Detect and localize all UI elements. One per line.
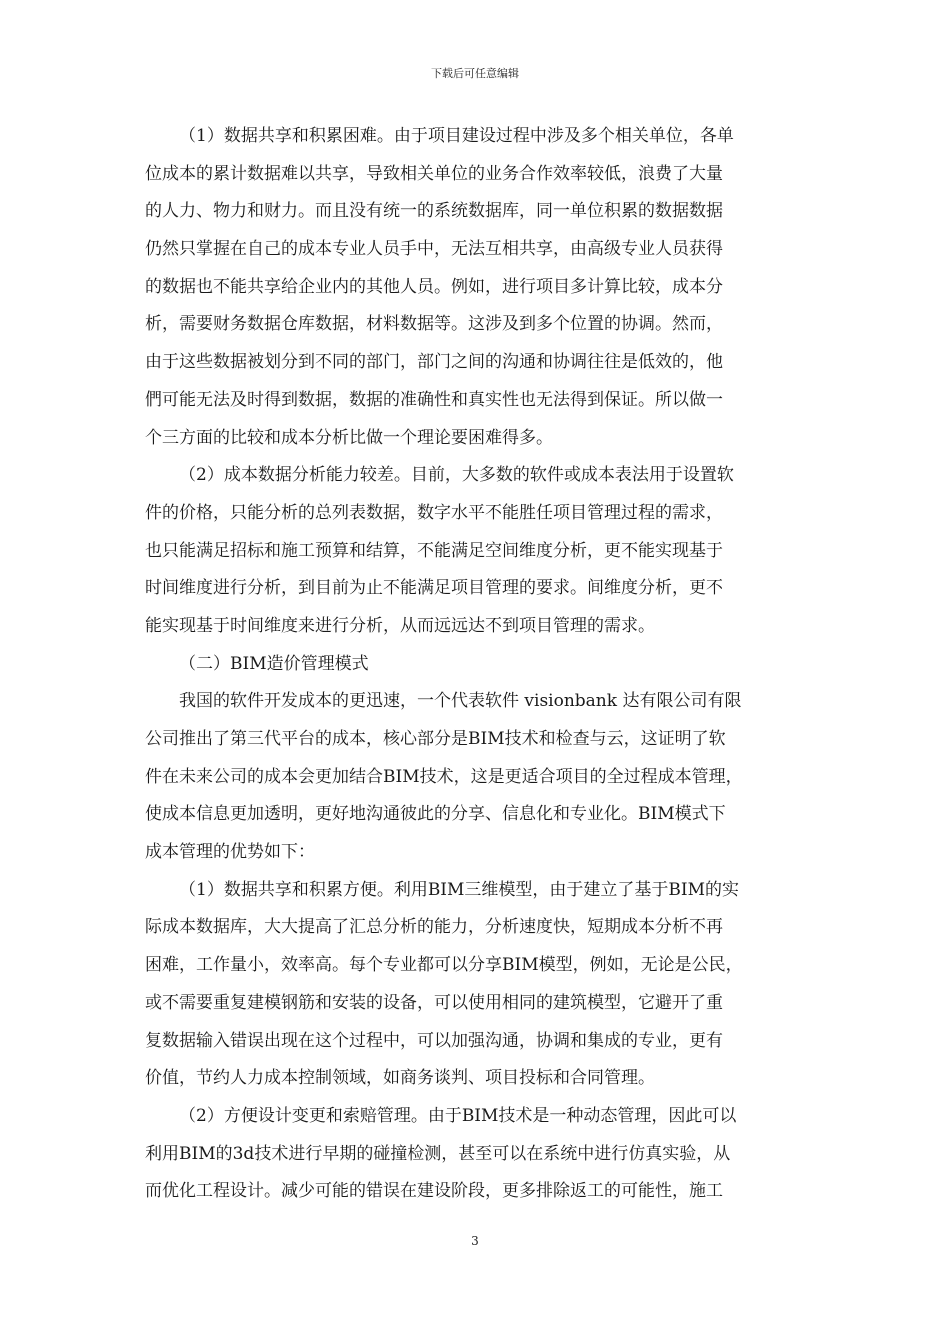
body-line: 的人力、物力和财力。而且没有统一的系统数据库，同一单位积累的数据数据 bbox=[145, 201, 723, 222]
body-line: 利用BIM的3d技术进行早期的碰撞检测，甚至可以在系统中进行仿真实验，从 bbox=[145, 1143, 731, 1164]
body-line: （1）数据共享和积累方便。利用BIM三维模型，由于建立了基于BIM的实 bbox=[179, 879, 740, 900]
body-line: （2）方便设计变更和索赔管理。由于BIM技术是一种动态管理，因此可以 bbox=[179, 1105, 737, 1126]
body-line: 仍然只掌握在自己的成本专业人员手中，无法互相共享，由高级专业人员获得 bbox=[145, 239, 723, 260]
page-header: 下载后可任意编辑 bbox=[431, 67, 519, 80]
body-line: 复数据输入错误出现在这个过程中，可以加强沟通，协调和集成的专业，更有 bbox=[145, 1030, 723, 1051]
body-line: 困难，工作量小，效率高。每个专业都可以分享BIM模型，例如，无论是公民， bbox=[145, 955, 743, 976]
body-line: 件的价格，只能分析的总列表数据，数字水平不能胜任项目管理过程的需求， bbox=[145, 502, 723, 523]
body-line: 际成本数据库，大大提高了汇总分析的能力，分析速度快，短期成本分析不再 bbox=[145, 917, 723, 938]
body-line: 們可能无法及时得到数据，数据的准确性和真实性也无法得到保证。所以做一 bbox=[145, 389, 723, 410]
body-line: 析，需要财务数据仓库数据，材料数据等。这涉及到多个位置的协调。然而， bbox=[145, 314, 723, 335]
body-line: （2）成本数据分析能力较差。目前，大多数的软件或成本表法用于设置软 bbox=[179, 465, 734, 486]
body-line: 我国的软件开发成本的更迅速，一个代表软件 visionbank 达有限公司有限 bbox=[179, 691, 742, 712]
body-line: 时间维度进行分析，到目前为止不能满足项目管理的要求。间维度分析，更不 bbox=[145, 578, 723, 599]
section-heading: （二）BIM造价管理模式 bbox=[179, 653, 369, 674]
body-line: 而优化工程设计。减少可能的错误在建设阶段，更多排除返工的可能性，施工 bbox=[145, 1181, 723, 1202]
body-line: 公司推出了第三代平台的成本，核心部分是BIM技术和检查与云，这证明了软 bbox=[145, 729, 726, 749]
body-line: 由于这些数据被划分到不同的部门，部门之间的沟通和协调往往是低效的，他 bbox=[145, 352, 723, 373]
body-line: 个三方面的比较和成本分析比做一个理论要困难得多。 bbox=[145, 427, 553, 448]
body-line: （1）数据共享和积累困难。由于项目建设过程中涉及多个相关单位，各单 bbox=[179, 126, 734, 146]
body-line: 位成本的累计数据难以共享，导致相关单位的业务合作效率较低，浪费了大量 bbox=[145, 163, 723, 184]
page-number: 3 bbox=[471, 1234, 479, 1248]
body-line: 成本管理的优势如下： bbox=[145, 842, 315, 863]
body-line: 或不需要重复建模钢筋和安装的设备，可以使用相同的建筑模型，它避开了重 bbox=[145, 992, 723, 1013]
body-line: 的数据也不能共享给企业内的其他人员。例如，进行项目多计算比较，成本分 bbox=[145, 276, 723, 297]
body-line: 使成本信息更加透明，更好地沟通彼此的分享、信息化和专业化。BIM模式下 bbox=[145, 804, 726, 825]
document-body bbox=[145, 118, 805, 1211]
body-line: 价值，节约人力成本控制领域，如商务谈判、项目投标和合同管理。 bbox=[145, 1068, 655, 1089]
body-line: 也只能满足招标和施工预算和结算，不能满足空间维度分析，更不能实现基于 bbox=[145, 540, 723, 561]
body-line: 能实现基于时间维度来进行分析，从而远远达不到项目管理的需求。 bbox=[145, 615, 655, 636]
body-line: 件在未来公司的成本会更加结合BIM技术，这是更适合项目的全过程成本管理， bbox=[145, 766, 743, 787]
